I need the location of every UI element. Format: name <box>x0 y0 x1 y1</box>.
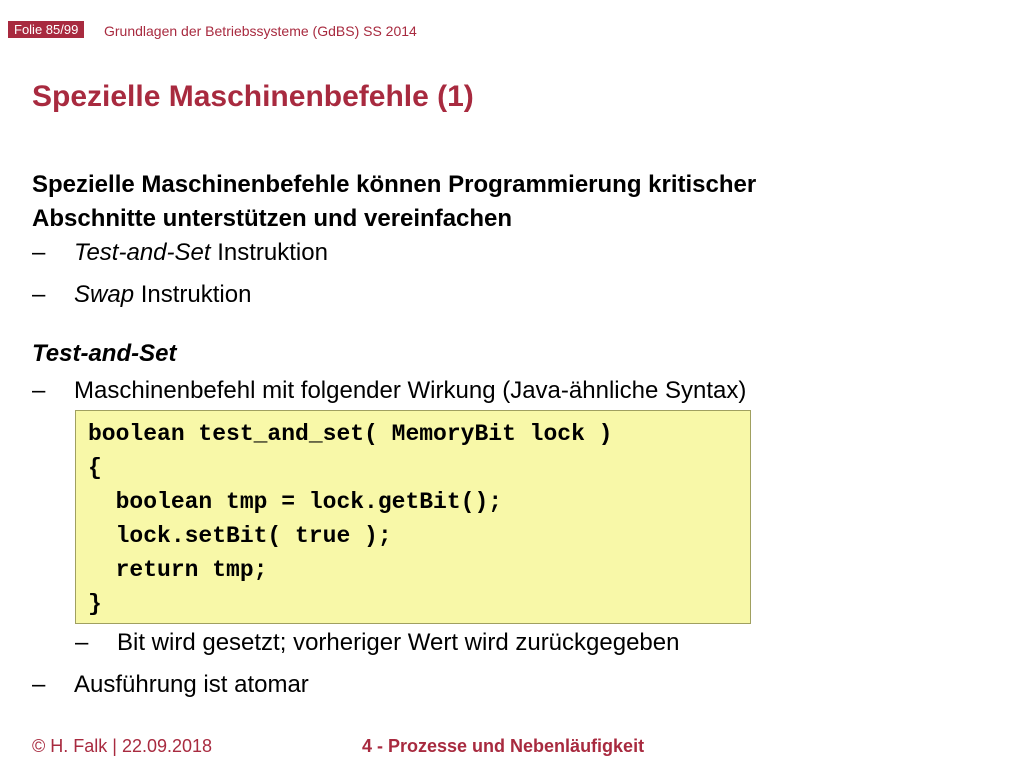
footer-chapter: 4 - Prozesse und Nebenläufigkeit <box>362 736 645 756</box>
bullet-term: Swap <box>74 281 135 308</box>
code-listing <box>88 417 613 621</box>
bullet-text <box>74 238 328 268</box>
bullet-dash: – <box>32 281 46 308</box>
bullet-dash: – <box>32 239 46 266</box>
code-line: { <box>88 455 102 481</box>
footer-author-date: © H. Falk | 22.09.2018 <box>32 736 213 756</box>
code-line: } <box>88 591 102 617</box>
slide-counter-badge: Folie 85/99 <box>8 21 84 38</box>
intro-line-2: Abschnitte unterstützen und vereinfachen <box>32 205 513 232</box>
section-heading: Test-and-Set <box>32 340 177 367</box>
code-line: return tmp; <box>88 557 268 583</box>
bullet-rest: Instruktion <box>134 281 252 308</box>
intro-paragraph <box>32 168 932 236</box>
bullet-text: Maschinenbefehl mit folgender Wirkung (Java-ähnliche Syntax) <box>74 377 747 404</box>
bullet-text <box>74 280 251 310</box>
bullet-term: Test-and-Set <box>74 239 211 266</box>
bullet-dash: – <box>32 377 46 404</box>
code-block <box>75 410 751 624</box>
intro-line-1: Spezielle Maschinenbefehle können Programmierung kritischer <box>32 171 757 198</box>
bullet-rest: Instruktion <box>210 239 328 266</box>
bullet-dash: – <box>75 629 89 656</box>
code-line: boolean test_and_set( MemoryBit lock ) <box>88 421 613 447</box>
bullet-text: Bit wird gesetzt; vorheriger Wert wird zurückgegeben <box>117 629 680 656</box>
slide-title: Spezielle Maschinenbefehle (1) <box>32 80 474 113</box>
bullet-text: Ausführung ist atomar <box>74 671 309 698</box>
bullet-dash: – <box>32 671 46 698</box>
code-line: lock.setBit( true ); <box>88 523 392 549</box>
slide-header <box>0 0 1024 40</box>
course-title: Grundlagen der Betriebssysteme (GdBS) SS 2014 <box>104 23 417 39</box>
code-line: boolean tmp = lock.getBit(); <box>88 489 503 515</box>
